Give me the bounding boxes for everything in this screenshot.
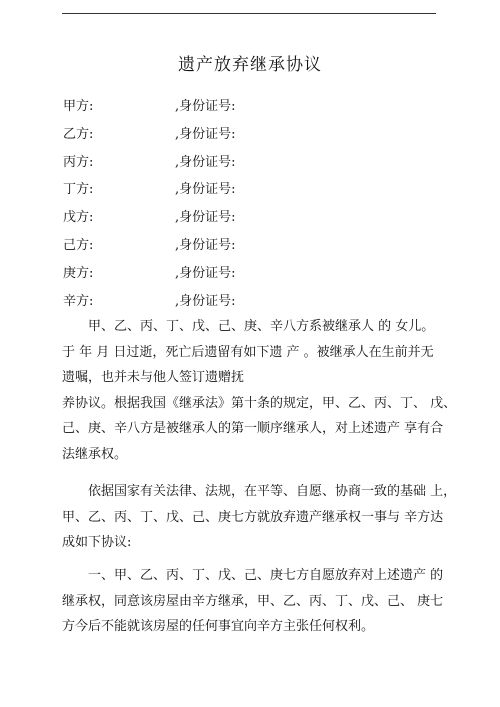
paragraph-line: 方今后不能就该房屋的任何事宜向辛方主张任何权利。 bbox=[62, 619, 375, 634]
party-id-label: ,身份证号: bbox=[175, 293, 236, 309]
party-row-bing bbox=[63, 149, 443, 177]
paragraph-line: 甲、乙、丙、丁、戊、己、庚七方就放弃遗产继承权一事与 辛方达 bbox=[62, 509, 444, 525]
party-name: 丙方: bbox=[63, 154, 94, 170]
party-row-jia bbox=[63, 93, 443, 121]
party-id-label: ,身份证号: bbox=[175, 154, 236, 170]
paragraph-line: 继承权，同意该房屋由辛方继承，甲、乙、丙、丁、戊、己、 庚七 bbox=[62, 593, 444, 609]
party-row-yi bbox=[63, 121, 443, 149]
party-id-label: ,身份证号: bbox=[175, 126, 236, 142]
paragraph-line: 己、庚、辛八方是被继承人的第一顺序继承人，对上述遗产 享有合 bbox=[62, 421, 444, 436]
party-name: 甲方: bbox=[63, 99, 94, 114]
party-row-wu bbox=[63, 204, 443, 232]
header-rule bbox=[62, 13, 436, 14]
paragraph-line: 成如下协议: bbox=[62, 535, 132, 550]
party-name: 戊方: bbox=[63, 210, 94, 226]
party-row-geng bbox=[63, 260, 443, 288]
party-row-ding bbox=[63, 176, 443, 204]
party-name: 己方: bbox=[63, 237, 94, 253]
party-id-label: ,身份证号: bbox=[175, 182, 236, 198]
paragraph-line: 一、甲、乙、丙、丁、戊、己、庚七方自愿放弃对上述遗产 的 bbox=[88, 568, 444, 583]
party-id-label: ,身份证号: bbox=[175, 99, 236, 114]
party-row-ji bbox=[63, 232, 443, 260]
paragraph-line: 法继承权。 bbox=[62, 446, 128, 462]
party-name: 庚方: bbox=[63, 265, 94, 281]
party-name: 辛方: bbox=[63, 293, 94, 309]
party-name: 乙方: bbox=[63, 126, 94, 142]
paragraph-line: 依据国家有关法律、法规，在平等、自愿、协商一致的基础 上， bbox=[88, 484, 457, 499]
paragraph-line: 遗嘱，也并未与他人签订遗赠抚 bbox=[62, 370, 245, 385]
party-id-label: ,身份证号: bbox=[175, 210, 236, 226]
paragraph-inheritance-facts bbox=[62, 314, 457, 467]
party-list bbox=[63, 93, 443, 315]
party-id-label: ,身份证号: bbox=[175, 265, 236, 281]
document-title: 遗产放弃继承协议 bbox=[178, 55, 322, 75]
paragraph-clause-one bbox=[62, 563, 447, 640]
party-name: 丁方: bbox=[63, 182, 94, 198]
paragraph-agreement-basis bbox=[62, 479, 457, 556]
paragraph-line: 甲、乙、丙、丁、戊、己、庚、辛八方系被继承人 的 女儿。 bbox=[88, 319, 435, 334]
paragraph-line: 养协议。根据我国《继承法》第十条的规定，甲、乙、丙、丁、 戊、 bbox=[62, 395, 457, 411]
paragraph-line: 于 年 月 日过逝，死亡后遗留有如下遗 产 。被继承人在生前并无 bbox=[62, 344, 434, 360]
party-id-label: ,身份证号: bbox=[175, 237, 236, 253]
party-row-xin bbox=[63, 288, 443, 316]
